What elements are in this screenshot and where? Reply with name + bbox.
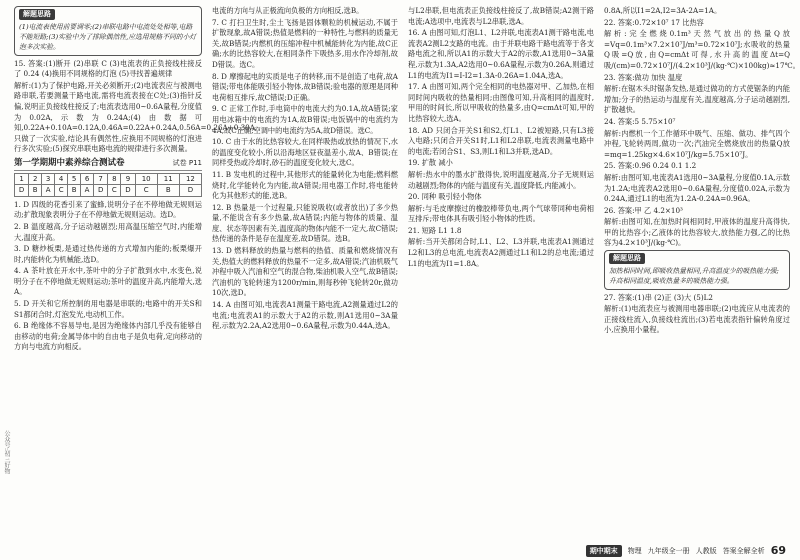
explanation-14-cont: 与L2串联,但电流表正负接线柱接反了,故B错误;A2测干路电流;A选项中,电流表与L2串联,选A。 [408, 6, 594, 26]
explanation-20: 解析:与毛皮摩擦过的橡胶棒带负电,两个气球带同种电荷相互排斥;带电体具有吸引轻小物体的性质。 [408, 203, 594, 224]
explanation-10: 10. C 由于水的比热容较大,在同样吸热或放热的情况下,水的温度变化较小,所以沿海地区昼夜温差小,故A、B错误;在同样受热或冷却时,砂石的温度变化较大,选C。 [212, 137, 398, 168]
table-cell: 1 [15, 173, 29, 185]
table-cell: C [55, 185, 68, 197]
solution-tip-title-2: 解题思路 [609, 253, 645, 264]
explanation-11: 11. B 发电机的过程中,其他形式的能量转化为电能;燃料燃烧时,化学能转化为内能,故A错误;用电器工作时,将电能转化为其他形式的能,选B。 [212, 169, 398, 201]
explanation-5: 5. D 开关和它所控制的用电器是串联的;电路中的开关S和S1都闭合时,灯泡发光,电动机工作。 [14, 299, 202, 319]
explanation-1: 1. D 四级的花香引来了蜜蜂,说明分子在不停地做无规则运动;扩散现象表明分子在不停地做无规则运动。选D。 [14, 199, 202, 220]
table-cell: 7 [94, 173, 108, 185]
explanation-6-cont: 电流的方向与从正极流向负极的方向相反,选B。 [212, 6, 364, 15]
page-number: 69 [770, 544, 786, 557]
solution-tip-text-2: 加热相同时间,即吸收热量相同,升高温度少的吸热能力强;升高相同温度,吸收热量多的吸热能力强。 [609, 266, 779, 285]
explanation-18: 18. AD 只闭合开关S1和S2,灯L1、L2被短路,只有L3接入电路;只闭合开关S1时,L1和L2串联,电流表测量电路中的电流;若闭合S1、S3,则L1和L3并联,选AD。 [408, 125, 594, 156]
table-cell: 4 [55, 173, 68, 185]
explanation-4: 4. A 茶叶放在开水中,茶叶中的分子扩散到水中,水变色,说明分子在不停地做无规则运动;茶叶的温度升高,内能增大,选A。 [14, 266, 202, 297]
answer-15: 15. 答案:(1)断开 (2)串联 C (3)电流表的正负接线柱接反了 0.24 (4)换用不同规格的灯泡 (5)寻找普遍规律 [14, 58, 202, 79]
column-3 [408, 6, 594, 554]
footer-edition: 人教版 [695, 546, 717, 555]
answer-19: 19. 扩散 减小 [408, 158, 453, 168]
answer-key-table [14, 173, 202, 197]
table-cell: D [121, 185, 135, 197]
explanation-26: 解析:由图可知,在加热时间相同时,甲液体的温度升高得快,甲的比热容小;乙液体的比热容较大,放热能力强,乙的比热容为4.2×10³J/(kg·℃)。 [604, 217, 790, 248]
table-cell: 8 [108, 173, 121, 185]
table-cell: B [157, 185, 179, 197]
explanation-6: 6. B 绝缘体不容易导电,是因为绝缘体内部几乎没有能够自由移动的电荷;金属导体中的自由电子是负电荷,定向移动的方向与电流方向相反。 [14, 321, 202, 352]
footer-grade: 九年级全一册 [647, 546, 690, 555]
answer-26: 26. 答案:甲 乙 4.2×10³ [604, 205, 683, 215]
answer-key-numbers [15, 173, 202, 185]
table-cell: A [42, 185, 55, 197]
answer-27: 27. 答案:(1)串 (2)正 (3)大 (5)L2 [604, 292, 713, 302]
footer-subject: 物理 [627, 546, 642, 555]
solution-tip-text: (1)电流表使用前要调零;(2)串联电路中电流处处相等,电路不能短路;(3)实验中为了排除偶然性,应选用规格不同的小灯泡多次实验。 [19, 22, 197, 51]
table-cell: D [94, 185, 108, 197]
table-cell: 6 [81, 173, 94, 185]
solution-tip-box [14, 6, 202, 56]
explanation-22: 解析:完全燃烧0.1m³天然气放出的热量Q放=Vq=0.1m³×7.2×10⁷J/m³=0.72×10⁷J;水吸收的热量Q吸=Q放,由Q=cmΔt可得,水升高的温度Δt=Q吸/(cm)=0.72×10⁷J/(4.2×10³J/(kg·℃)×100kg)≈17℃。 [604, 29, 800, 70]
table-cell: D [179, 185, 201, 197]
explanation-3: 3. D 糖炒板栗,是通过热传递的方式增加内能的;板栗爆开时,内能转化为机械能,选D。 [14, 244, 202, 264]
explanation-12: 12. B 热量是一个过程量,只能说吸收(或者放出)了多少热量,不能说含有多少热量,故A错误;内能与物体的质量、温度、状态等因素有关,温度高的物体内能不一定大,故C错误;热传递的条件是存在温度差,故D错误。选B。 [212, 202, 398, 244]
column-2 [212, 6, 398, 554]
table-cell: B [68, 185, 81, 197]
table-cell: 3 [42, 173, 55, 185]
explanation-14: 14. A 由图可知,电流表A1测量干路电流,A2测量通过L2的电流;电流表A1的示数大于A2的示数,则A1选用0~3A量程,示数为2.2A,A2选用0~0.6A量程,示数为0.44A,选A。 [212, 300, 398, 331]
page-footer [586, 544, 786, 557]
solution-tip-box-2 [604, 250, 790, 290]
table-cell: C [108, 185, 121, 197]
explanation-21-cont: 0.8A,所以I1=2A,I2=3A-2A=1A。 [604, 6, 722, 15]
table-cell: 9 [121, 173, 135, 185]
table-cell: 2 [29, 173, 42, 185]
table-cell: 10 [135, 173, 157, 185]
table-cell: B [29, 185, 42, 197]
explanation-2: 2. B 温度越高,分子运动越剧烈;用高温压缩空气时,内能增大,温度升高。 [14, 221, 202, 242]
section-title: 第一学期期中素养综合测试卷 [14, 157, 125, 168]
answer-24: 24. 答案:5 5.75×10⁷ [604, 116, 676, 126]
explanation-24: 解析:内燃机一个工作循环中吸气、压缩、做功、排气四个冲程,飞轮转两周,做功一次;汽油完全燃烧放出的热量Q放=mq=1.25kg×4.6×10⁷J/kg=5.75×10⁷J。 [604, 128, 790, 159]
answer-25: 25. 答案:0.96 0.24 0.1 1.2 [604, 161, 697, 171]
test-section-header [14, 158, 202, 171]
explanation-15: 解析:(1)为了保护电路,开关必须断开;(2)电流表应与被测电路串联,若要测量干路电流,需将电流表接在C处;(3)指针反偏,说明正负接线柱接反了;电流表选用0~0.6A量程,分度值为0.02A,示数为0.24A;(4)由数据可知,0.22A+0.10A=0.12A,0.46A=0.22A+0.24A,0.56A=0.26A+0.30A,只做了一次实验,结论具有偶然性,应换用不同规格的灯泡进行多次实验;(5)探究串联电路电流的规律进行多次测量。 [14, 80, 258, 154]
table-cell: A [81, 185, 94, 197]
explanation-27: 解析:(1)电流表应与被测用电器串联;(2)电流应从电流表的正接线柱流入,负接线柱流出;(3)若电流表指针偏转角度过小,应换用小量程。 [604, 304, 790, 335]
side-watermark: 公众号:初三好物 [3, 430, 10, 475]
explanation-9: 9. C 正常工作时,手电筒中的电流大约为0.1A,故A错误;家用电冰箱中的电流约为1A,故B错误;电饭锅中的电流约为4A,故C正确;空调中的电流约为5A,故D错误。选C。 [212, 104, 398, 135]
explanation-8: 8. D 摩擦起电的实质是电子的转移,而不是创造了电荷,故A错误;带电体能吸引轻小物体,故B错误;验电器的原理是同种电荷相互排斥,故C错误;D正确。 [212, 71, 398, 102]
footer-series-badge: 期中期末 [586, 545, 622, 557]
explanation-21: 解析:当开关都闭合时,L1、L2、L3并联,电流表A1测通过L2和L3的总电流,电流表A2测通过L1和L2的总电流;通过L1的电流为I1=1.8A。 [408, 237, 594, 268]
table-cell: 12 [179, 173, 201, 185]
answer-key-letters [15, 185, 202, 197]
answer-23: 23. 答案:做功 加快 温度 [604, 72, 683, 82]
explanation-7: 7. C 打扫卫生时,尘土飞扬是固体颗粒的机械运动,不属于扩散现象,故A错误;热值是燃料的一种特性,与燃料的质量无关,故B错误;内燃机的压缩冲程中机械能转化为内能,故C正确;水的比热容较大,在相同条件下吸热多,用水作冷却剂,故D错误。选C。 [212, 17, 398, 69]
column-4 [604, 6, 800, 536]
table-cell: C [135, 185, 157, 197]
table-cell: D [15, 185, 29, 197]
answer-20: 20. 同种 吸引轻小物体 [408, 192, 482, 202]
section-reference: 试卷 P11 [172, 158, 202, 167]
table-cell: 5 [68, 173, 81, 185]
explanation-13: 13. D 燃料释放的热量与燃料的热值、质量和燃烧情况有关,热值大的燃料释放的热量不一定多,故A错误;汽油机吸气冲程中吸入汽油和空气的混合物,柴油机吸入空气,故B错误;汽油机的飞轮转速为1200r/min,则每秒钟飞轮转20r,做功10次,选D。 [212, 246, 398, 298]
explanation-25: 解析:由图可知,电流表A1选用0~3A量程,分度值0.1A,示数为1.2A;电流表A2选用0~0.6A量程,分度值0.02A,示数为0.24A,通过L1的电流为1.2A-0.24A=0.96A。 [604, 172, 790, 204]
footer-note: 答案全解全析 [722, 546, 765, 555]
table-cell: 11 [157, 173, 179, 185]
explanation-19: 解析:热水中的墨水扩散得快,说明温度越高,分子无规则运动越剧烈;物体的内能与温度有关,温度降低,内能减小。 [408, 169, 594, 190]
explanation-16: 16. A 由图可知,灯泡L1、L2并联,电流表A1测干路电流,电流表A2测L2支路的电流。由于并联电路干路电流等于各支路电流之和,所以A1的示数大于A2的示数,A1选用0~3A量程,示数为1.3A,A2选用0~0.6A量程,示数为0.26A,则通过L1的电流为I1=I-I2=1.3A-0.26A=1.04A,选A。 [408, 28, 594, 80]
answer-22: 22. 答案:0.72×10⁷ 17 比热容 [604, 17, 704, 27]
explanation-23: 解析:在锯木头时锯条发热,是通过做功的方式使锯条的内能增加;分子的热运动与温度有关,温度越高,分子运动越剧烈,扩散越快。 [604, 84, 790, 115]
column-1 [14, 6, 258, 554]
solution-tip-title: 解题思路 [19, 9, 55, 20]
answer-21: 21. 短路 L1 1.8 [408, 225, 462, 235]
explanation-17: 17. A 由图可知,两个完全相同的电热器对甲、乙加热,在相同时间内吸收的热量相同;由图像可知,升高相同的温度时,甲用的时间长,所以甲吸收的热量多,由Q=cmΔt可知,甲的比热容较大,选A。 [408, 82, 594, 123]
